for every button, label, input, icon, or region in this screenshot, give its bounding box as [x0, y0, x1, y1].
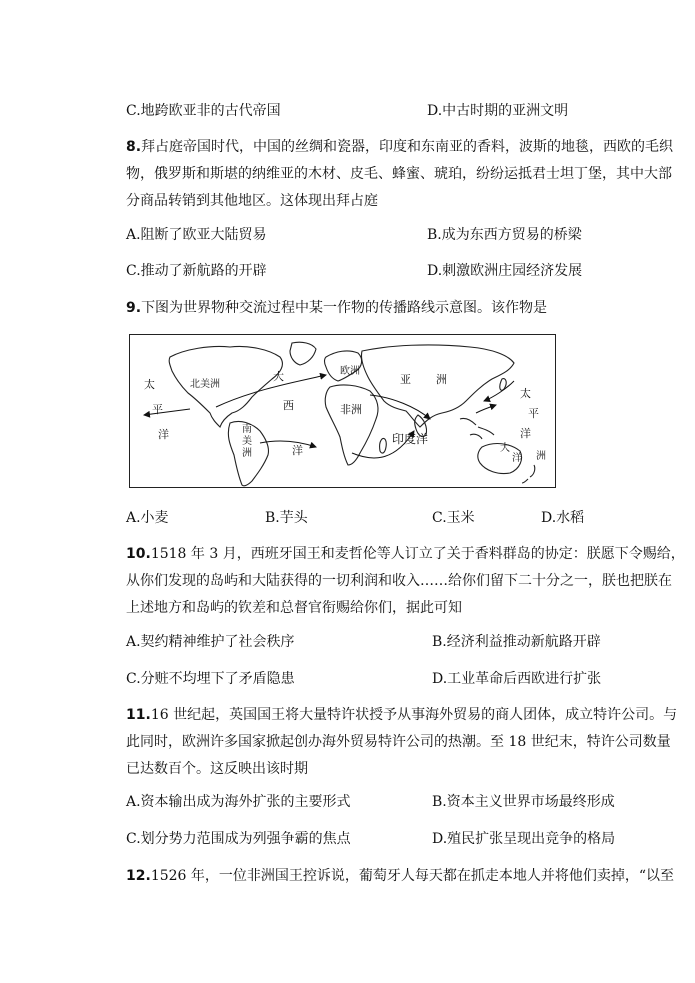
map-label-africa: 非洲 — [340, 403, 362, 416]
map-label-south-america-3: 洲 — [242, 448, 252, 459]
q11-stem-text-1: 16 世纪起，英国国王将大量特许状授予从事海外贸易的商人团体，成立特许公司。与 — [150, 707, 678, 723]
q11-stem-line-1 — [126, 702, 678, 729]
map-label-dayang-zhou-1: 大 — [500, 443, 510, 454]
africa-outline — [325, 385, 378, 465]
q10-option-d[interactable]: D.工业革命后西欧进行扩张 — [432, 671, 602, 687]
q7-option-d[interactable]: D.中古时期的亚洲文明 — [427, 103, 569, 119]
q10-stem-text-1: 1518 年 3 月，西班牙国王和麦哲伦等人订立了关于香料群岛的协定：朕愿下令赐给， — [150, 546, 685, 562]
q11-option-b[interactable]: B.资本主义世界市场最终形成 — [432, 794, 615, 810]
map-label-tai-left: 太 — [144, 378, 155, 391]
q9-stem — [126, 298, 547, 318]
q10-option-c[interactable]: C.分赃不均埋下了矛盾隐患 — [126, 671, 295, 687]
map-label-zhou-asia: 洲 — [436, 373, 447, 386]
q8-stem-line-2: 物，俄罗斯和斯堪的纳维亚的木材、皮毛、蜂蜜、琥珀，纷纷运抵君士坦丁堡，其中大部 — [126, 166, 672, 182]
q9-option-b[interactable]: B.芋头 — [265, 510, 308, 526]
q7-option-c[interactable]: C.地跨欧亚非的古代帝国 — [126, 103, 281, 119]
greenland-outline — [290, 342, 316, 365]
map-label-dayang-zhou-3: 洲 — [536, 451, 546, 462]
q11-option-c[interactable]: C.划分势力范围成为列强争霸的焦点 — [126, 831, 351, 847]
q8-stem — [126, 134, 674, 215]
q10-number: 10. — [126, 546, 151, 562]
q8-option-b[interactable]: B.成为东西方贸易的桥梁 — [427, 227, 582, 243]
route-americas-to-pacific-west — [144, 409, 190, 415]
q11-option-d[interactable]: D.殖民扩张呈现出竞争的格局 — [432, 831, 616, 847]
q11-option-a[interactable]: A.资本输出成为海外扩张的主要形式 — [126, 794, 351, 810]
q10-stem-line-1 — [126, 541, 685, 568]
q10-option-b[interactable]: B.经济利益推动新航路开辟 — [432, 634, 601, 650]
map-label-indian-ocean: 印度洋 — [392, 432, 429, 446]
q10-option-a[interactable]: A.契约精神维护了社会秩序 — [126, 634, 295, 650]
map-label-north-america: 北美洲 — [190, 379, 220, 390]
map-label-ping-left: 平 — [152, 403, 163, 416]
q8-option-c[interactable]: C.推动了新航路的开辟 — [126, 263, 267, 279]
q9-option-c[interactable]: C.玉米 — [432, 510, 475, 526]
map-label-south-america-1: 南 — [242, 424, 252, 435]
map-label-ping-right: 平 — [528, 407, 539, 420]
q10-stem-line-3: 上述地方和岛屿的钦差和总督官衔赐给你们，据此可知 — [126, 600, 462, 616]
q8-option-a[interactable]: A.阻断了欧亚大陆贸易 — [126, 227, 267, 243]
world-map-svg — [130, 335, 557, 489]
map-label-dayang-zhou-2: 洋 — [512, 453, 522, 464]
q12-number: 12. — [126, 868, 151, 884]
new-zealand-outline — [522, 465, 535, 483]
route-pacific-crossing — [484, 381, 514, 401]
q11-stem — [126, 702, 678, 783]
route-europe-to-asia — [370, 395, 430, 419]
q10-stem-line-2: 从你们发现的岛屿和大陆获得的一切利润和收入……给你们留下二十分之一，朕也把朕在 — [126, 573, 672, 589]
route-southeast-asia-to-east — [476, 405, 496, 413]
q9-option-d[interactable]: D.水稻 — [541, 510, 585, 526]
q11-stem-line-2: 此同时，欧洲许多国家掀起创办海外贸易特许公司的热潮。至 18 世纪末，特许公司数量 — [126, 734, 671, 750]
map-label-south-america-2: 美 — [242, 436, 252, 447]
q8-stem-text-1: 拜占庭帝国时代，中国的丝绸和瓷器，印度和东南亚的香料，波斯的地毯，西欧的毛织 — [141, 139, 674, 155]
q11-number: 11. — [126, 707, 151, 723]
q12-stem-text: 1526 年，一位非洲国王控诉说，葡萄牙人每天都在抓走本地人并将他们卖掉，“以至 — [150, 868, 675, 884]
southeast-asia-islands — [460, 418, 494, 439]
madagascar-outline — [380, 438, 387, 453]
map-label-da: 大 — [273, 370, 284, 383]
map-label-tai-right: 太 — [520, 387, 531, 400]
q9-option-a[interactable]: A.小麦 — [126, 510, 169, 526]
q9-stem-text: 下图为世界物种交流过程中某一作物的传播路线示意图。该作物是 — [141, 300, 548, 316]
q11-stem-line-3: 已达数百个。这反映出该时期 — [126, 761, 308, 777]
q8-number: 8. — [126, 139, 142, 155]
q8-stem-line-1 — [126, 134, 674, 161]
map-label-yang-right: 洋 — [520, 427, 531, 440]
q8-option-d[interactable]: D.刺激欧洲庄园经济发展 — [427, 263, 583, 279]
q10-stem — [126, 541, 685, 622]
map-label-yang-atlantic: 洋 — [292, 444, 303, 457]
q9-number: 9. — [126, 300, 142, 316]
world-map-figure — [129, 334, 556, 488]
map-label-ya: 亚 — [400, 373, 411, 386]
map-label-europe: 欧洲 — [340, 366, 360, 377]
q8-stem-line-3: 分商品转销到其他地区。这体现出拜占庭 — [126, 193, 378, 209]
map-label-yang-left: 洋 — [158, 428, 169, 441]
map-label-xi: 西 — [283, 399, 294, 412]
q12-stem — [126, 866, 674, 886]
north-america-outline — [169, 346, 282, 427]
